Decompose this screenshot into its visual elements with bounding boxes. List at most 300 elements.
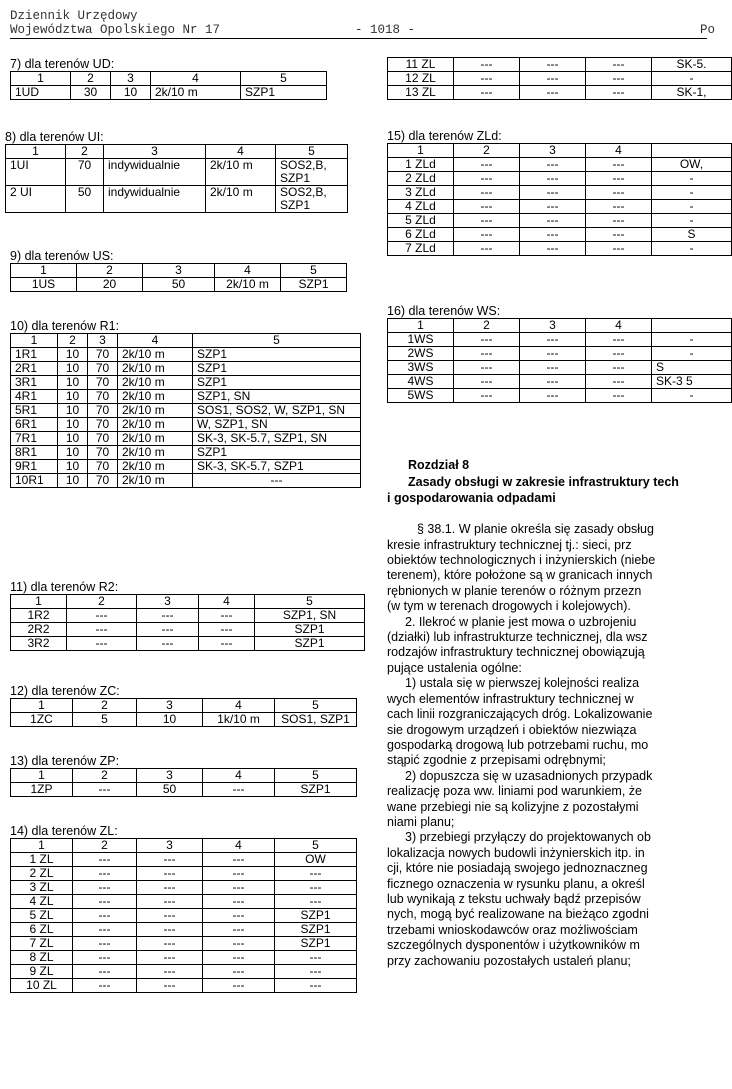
table-cell: --- (454, 389, 520, 403)
table-cell: 10 (58, 404, 88, 418)
data-table (10, 263, 347, 292)
table-cell: 8 ZL (11, 951, 73, 965)
section-title: 12) dla terenów ZC: (10, 684, 120, 698)
table-row (388, 347, 732, 361)
table-cell: --- (586, 389, 652, 403)
table-cell: --- (454, 347, 520, 361)
table-cell: --- (73, 909, 137, 923)
table-cell: --- (586, 333, 652, 347)
table-cell: --- (73, 895, 137, 909)
column-header: 5 (255, 595, 365, 609)
table-cell: 50 (143, 278, 215, 292)
column-header: 2 (67, 595, 137, 609)
table-cell: SZP1 (275, 937, 357, 951)
column-header (652, 319, 732, 333)
table-row (388, 333, 732, 347)
table-cell: --- (275, 881, 357, 895)
column-header: 3 (137, 595, 199, 609)
column-header: 5 (276, 145, 348, 159)
table-cell: 2k/10 m (118, 446, 193, 460)
table-cell: 5R1 (11, 404, 58, 418)
table-cell: 50 (66, 186, 104, 213)
table-cell: 2 UI (6, 186, 66, 213)
table-row (11, 474, 361, 488)
table-cell: --- (275, 951, 357, 965)
text-line: (w tym w terenach drogowych i kolejowych). (387, 599, 631, 614)
text-line: szczególnych dysponentów i użytkowników m (387, 938, 640, 953)
column-header (652, 144, 732, 158)
table-row (388, 214, 732, 228)
table-cell: --- (520, 58, 586, 72)
table-cell: --- (137, 951, 203, 965)
table-cell: SZP1 (275, 783, 357, 797)
table-cell: --- (203, 867, 275, 881)
table-cell: 2 ZL (11, 867, 73, 881)
table-cell: SZP1 (193, 376, 361, 390)
table-cell: 10 (58, 348, 88, 362)
column-header: 4 (215, 264, 281, 278)
column-header: 2 (73, 839, 137, 853)
table-cell: --- (454, 200, 520, 214)
table-cell: SK-3, SK-5.7, SZP1 (193, 460, 361, 474)
table-header-row (11, 334, 361, 348)
table-row (388, 389, 732, 403)
table-cell: 70 (88, 404, 118, 418)
table-row (11, 278, 347, 292)
table-cell: 2k/10 m (118, 474, 193, 488)
table-cell: 2k/10 m (118, 362, 193, 376)
table-cell: 20 (77, 278, 143, 292)
section-title: 10) dla terenów R1: (10, 319, 120, 333)
table-cell: 3 ZLd (388, 186, 454, 200)
table-row (11, 376, 361, 390)
column-header: 2 (73, 769, 137, 783)
table-cell: --- (73, 867, 137, 881)
column-header: 3 (104, 145, 206, 159)
table-cell: - (652, 186, 732, 200)
table-cell: 70 (88, 460, 118, 474)
table-cell: 2 ZLd (388, 172, 454, 186)
table-cell: 1WS (388, 333, 454, 347)
table-row (6, 186, 348, 213)
column-header: 3 (137, 839, 203, 853)
table-cell: 10R1 (11, 474, 58, 488)
table-cell: 10 (58, 432, 88, 446)
column-header: 5 (275, 699, 357, 713)
table-cell: 4R1 (11, 390, 58, 404)
table-cell: --- (520, 375, 586, 389)
column-header: 4 (199, 595, 255, 609)
table-cell: --- (203, 951, 275, 965)
table-cell: 70 (88, 432, 118, 446)
data-table (10, 698, 357, 727)
table-cell: --- (275, 895, 357, 909)
table-row (11, 446, 361, 460)
table-row (388, 361, 732, 375)
text-line: 2) dopuszcza się w uzasadnionych przypadk (405, 768, 653, 783)
table-row (11, 637, 365, 651)
text-line: gospodarką drogową lub potrzebami ruchu, mo (387, 737, 649, 752)
text-line: 1) ustala się w pierwszej kolejności realiza (405, 676, 640, 691)
table-cell: SK-3, SK-5.7, SZP1, SN (193, 432, 361, 446)
table-row (11, 418, 361, 432)
table-cell: --- (137, 623, 199, 637)
column-header: 3 (520, 319, 586, 333)
table-cell: OW (275, 853, 357, 867)
table-cell: 7R1 (11, 432, 58, 446)
table-cell: - (652, 172, 732, 186)
column-header: 5 (281, 264, 347, 278)
table-cell: S (652, 361, 732, 375)
text-line: sie drogowym urządzeń i obiektów niezwiąza (387, 722, 637, 737)
table-cell: 2k/10 m (118, 390, 193, 404)
table-cell: --- (520, 228, 586, 242)
data-table (5, 144, 348, 213)
table-row (11, 404, 361, 418)
section-ud (10, 57, 327, 100)
table-cell: SK-3 5 (652, 375, 732, 389)
table-cell: SK-1, (652, 86, 732, 100)
table-header-row (388, 144, 732, 158)
text-line: trzebami wnioskodawców oraz możliwościam (387, 922, 638, 937)
section-r1 (10, 319, 361, 488)
page-number: - 1018 - (355, 23, 416, 37)
table-cell: 12 ZL (388, 72, 454, 86)
text-line: rębnionych w planie terenów o różnym przezn (387, 583, 642, 598)
table-cell: --- (454, 86, 520, 100)
section-title: 9) dla terenów US: (10, 249, 114, 263)
table-cell: --- (137, 909, 203, 923)
table-cell: - (652, 347, 732, 361)
table-cell: SZP1 (275, 923, 357, 937)
table-cell: --- (73, 979, 137, 993)
column-header: 2 (454, 319, 520, 333)
table-cell: --- (203, 895, 275, 909)
column-header: 3 (137, 699, 203, 713)
table-cell: 2R1 (11, 362, 58, 376)
table-cell: --- (137, 867, 203, 881)
text-line: wane przebiegi nie są kolizyjne z pozostałymi (387, 799, 639, 814)
table-cell: --- (586, 158, 652, 172)
column-header: 2 (77, 264, 143, 278)
table-row (11, 923, 357, 937)
table-cell: 10 ZL (11, 979, 73, 993)
section-us (10, 249, 347, 292)
table-row (11, 460, 361, 474)
table-row (11, 853, 357, 867)
chapter-heading-line-1: Zasady obsługi w zakresie infrastruktury tech (408, 475, 679, 490)
table-row (11, 713, 357, 727)
table-cell: 1 ZL (11, 853, 73, 867)
table-cell: --- (73, 951, 137, 965)
table-cell: --- (586, 58, 652, 72)
chapter-body (387, 522, 718, 969)
table-row (11, 623, 365, 637)
column-header: 2 (66, 145, 104, 159)
table-cell: 2k/10 m (118, 376, 193, 390)
table-row (11, 867, 357, 881)
table-cell: 10 (137, 713, 203, 727)
table-row (11, 390, 361, 404)
table-cell: - (652, 333, 732, 347)
table-cell: --- (586, 347, 652, 361)
column-header: 3 (137, 769, 203, 783)
table-cell: 5 (73, 713, 137, 727)
table-cell: 7 ZL (11, 937, 73, 951)
table-row (11, 881, 357, 895)
table-cell: --- (586, 375, 652, 389)
table-cell: --- (586, 361, 652, 375)
table-cell: --- (520, 200, 586, 214)
table-cell: 3R1 (11, 376, 58, 390)
table-row (11, 979, 357, 993)
table-cell: --- (73, 783, 137, 797)
column-header: 5 (193, 334, 361, 348)
table-row (11, 348, 361, 362)
table-cell: 10 (58, 446, 88, 460)
chapter-label: Rozdział 8 (408, 458, 470, 472)
table-row (388, 200, 732, 214)
chapter-heading-line-2: i gospodarowania odpadami (387, 490, 556, 505)
table-cell: indywidualnie (104, 186, 206, 213)
column-header: 1 (11, 699, 73, 713)
table-cell: 1UI (6, 159, 66, 186)
table-cell: --- (520, 242, 586, 256)
column-header: 4 (151, 72, 241, 86)
table-cell: --- (454, 186, 520, 200)
data-table (10, 594, 365, 651)
column-header: 3 (143, 264, 215, 278)
table-cell: 13 ZL (388, 86, 454, 100)
table-cell: 50 (137, 783, 203, 797)
table-cell: 6R1 (11, 418, 58, 432)
table-cell: 3WS (388, 361, 454, 375)
table-cell: 1US (11, 278, 77, 292)
text-line: kresie infrastruktury technicznej tj.: sieci, prz (387, 537, 632, 552)
section-title: 11) dla terenów R2: (10, 580, 119, 594)
column-header: 1 (11, 595, 67, 609)
table-cell: SZP1 (255, 637, 365, 651)
table-cell: --- (203, 909, 275, 923)
table-cell: --- (520, 333, 586, 347)
table-cell: 70 (88, 376, 118, 390)
table-cell: --- (203, 783, 275, 797)
table-cell: SZP1 (275, 909, 357, 923)
text-line: wych elementów infrastruktury technicznej w (387, 691, 634, 706)
text-line: ficznego oznaczenia w rysunku planu, a określ (387, 876, 645, 891)
table-cell: SZP1 (281, 278, 347, 292)
table-cell: SZP1, SN (255, 609, 365, 623)
table-cell: --- (73, 965, 137, 979)
table-cell: --- (203, 965, 275, 979)
table-cell: --- (586, 200, 652, 214)
table-cell: 5 ZLd (388, 214, 454, 228)
page-header (10, 9, 716, 39)
text-line: lokalizacja nowych budowli inżynierskich itp. in (387, 845, 645, 860)
text-line: niami planu; (387, 814, 455, 829)
section-zc (10, 684, 357, 727)
section-zld (387, 129, 732, 256)
table-cell: --- (586, 86, 652, 100)
table-header-row (11, 699, 357, 713)
section-title: 7) dla terenów UD: (10, 57, 115, 71)
table-cell: --- (520, 347, 586, 361)
column-header: 5 (275, 839, 357, 853)
section-title: 14) dla terenów ZL: (10, 824, 118, 838)
section-title: 13) dla terenów ZP: (10, 754, 120, 768)
table-row (11, 909, 357, 923)
table-row (388, 186, 732, 200)
table-cell: - (652, 214, 732, 228)
table-row (388, 158, 732, 172)
table-cell: --- (137, 609, 199, 623)
table-cell: 3R2 (11, 637, 67, 651)
table-cell: 2k/10 m (118, 404, 193, 418)
table-cell: --- (73, 881, 137, 895)
table-cell: 2WS (388, 347, 454, 361)
column-header: 2 (58, 334, 88, 348)
table-cell: 30 (71, 86, 111, 100)
table-cell: 6 ZL (11, 923, 73, 937)
table-row (388, 375, 732, 389)
column-header: 1 (11, 264, 77, 278)
section-title: 8) dla terenów UI: (5, 130, 104, 144)
section-title: 15) dla terenów ZLd: (387, 129, 502, 143)
column-header: 2 (71, 72, 111, 86)
table-cell: --- (454, 158, 520, 172)
table-cell: 11 ZL (388, 58, 454, 72)
table-cell: --- (454, 242, 520, 256)
table-cell: --- (586, 172, 652, 186)
table-cell: --- (586, 228, 652, 242)
table-cell: 2k/10 m (206, 186, 276, 213)
table-cell: --- (520, 172, 586, 186)
column-header: 3 (111, 72, 151, 86)
table-row (11, 951, 357, 965)
table-cell: --- (193, 474, 361, 488)
table-cell: --- (520, 361, 586, 375)
table-cell: W, SZP1, SN (193, 418, 361, 432)
table-cell: 5 ZL (11, 909, 73, 923)
table-cell: --- (454, 172, 520, 186)
table-row (11, 783, 357, 797)
column-header: 3 (520, 144, 586, 158)
table-cell: S (652, 228, 732, 242)
section-ui (5, 130, 348, 213)
table-cell: --- (73, 923, 137, 937)
table-cell: --- (275, 867, 357, 881)
table-header-row (11, 595, 365, 609)
text-line: cji, które nie posiadają swojego jednoznaczneg (387, 861, 648, 876)
table-cell: --- (203, 853, 275, 867)
text-line: nych, mogą być realizowane na bieżąco zgodni (387, 907, 649, 922)
table-cell: --- (137, 923, 203, 937)
table-cell: 8R1 (11, 446, 58, 460)
section-ws (387, 304, 732, 403)
data-table (10, 333, 361, 488)
table-cell: 70 (88, 390, 118, 404)
text-line: lub wynikają z tekstu uchwały bądź przepisów (387, 891, 641, 906)
column-header: 3 (88, 334, 118, 348)
table-cell: --- (454, 214, 520, 228)
table-cell: 2k/10 m (118, 432, 193, 446)
table-cell: 10 (58, 418, 88, 432)
table-row (388, 242, 732, 256)
table-cell: 6 ZLd (388, 228, 454, 242)
table-cell: --- (137, 895, 203, 909)
table-cell: --- (454, 375, 520, 389)
data-table (10, 71, 327, 100)
column-header: 4 (206, 145, 276, 159)
table-header-row (11, 72, 327, 86)
table-cell: --- (199, 637, 255, 651)
table-row (11, 937, 357, 951)
table-cell: 2k/10 m (118, 460, 193, 474)
table-cell: --- (67, 623, 137, 637)
table-cell: 10 (58, 474, 88, 488)
table-cell: SK-5. (652, 58, 732, 72)
table-cell: 2k/10 m (215, 278, 281, 292)
table-cell: SZP1 (193, 348, 361, 362)
table-header-row (11, 839, 357, 853)
table-cell: 4 ZL (11, 895, 73, 909)
table-cell: 4 ZLd (388, 200, 454, 214)
table-cell: --- (586, 214, 652, 228)
table-cell: 70 (88, 418, 118, 432)
table-cell: - (652, 242, 732, 256)
table-row (388, 228, 732, 242)
table-cell: --- (67, 609, 137, 623)
column-header: 1 (11, 769, 73, 783)
table-cell: 2k/10 m (151, 86, 241, 100)
table-row (11, 895, 357, 909)
table-cell: - (652, 389, 732, 403)
column-header: 1 (11, 72, 71, 86)
table-cell: 9 ZL (11, 965, 73, 979)
data-table (387, 318, 732, 403)
section-title: 16) dla terenów WS: (387, 304, 501, 318)
table-row (6, 159, 348, 186)
table-cell: 3 ZL (11, 881, 73, 895)
text-line: pujące ustalenia ogólne: (387, 660, 522, 675)
text-line: przy zachowaniu pozostałych ustaleń planu; (387, 953, 631, 968)
table-cell: 2k/10 m (118, 348, 193, 362)
column-header: 4 (203, 699, 275, 713)
data-table (10, 838, 357, 993)
table-row (388, 86, 732, 100)
table-row (11, 609, 365, 623)
table-cell: --- (67, 637, 137, 651)
table-cell: 1ZC (11, 713, 73, 727)
text-line: 2. Ilekroć w planie jest mowa o uzbrojeniu (405, 614, 637, 629)
table-cell: 70 (88, 348, 118, 362)
column-header: 2 (454, 144, 520, 158)
table-cell: 1UD (11, 86, 71, 100)
table-cell: 10 (58, 390, 88, 404)
table-cell: 70 (66, 159, 104, 186)
column-header: 4 (586, 319, 652, 333)
text-line: cach linii rozgraniczających dróg. Lokalizowanie (387, 707, 653, 722)
table-cell: 70 (88, 474, 118, 488)
table-cell: 10 (58, 362, 88, 376)
table-cell: 9R1 (11, 460, 58, 474)
table-cell: SOS1, SZP1 (275, 713, 357, 727)
journal-subtitle: Województwa Opolskiego Nr 17 (10, 23, 221, 37)
table-cell: 2k/10 m (118, 418, 193, 432)
table-cell: 1k/10 m (203, 713, 275, 727)
section-zl-continued (387, 57, 732, 100)
table-cell: --- (586, 186, 652, 200)
